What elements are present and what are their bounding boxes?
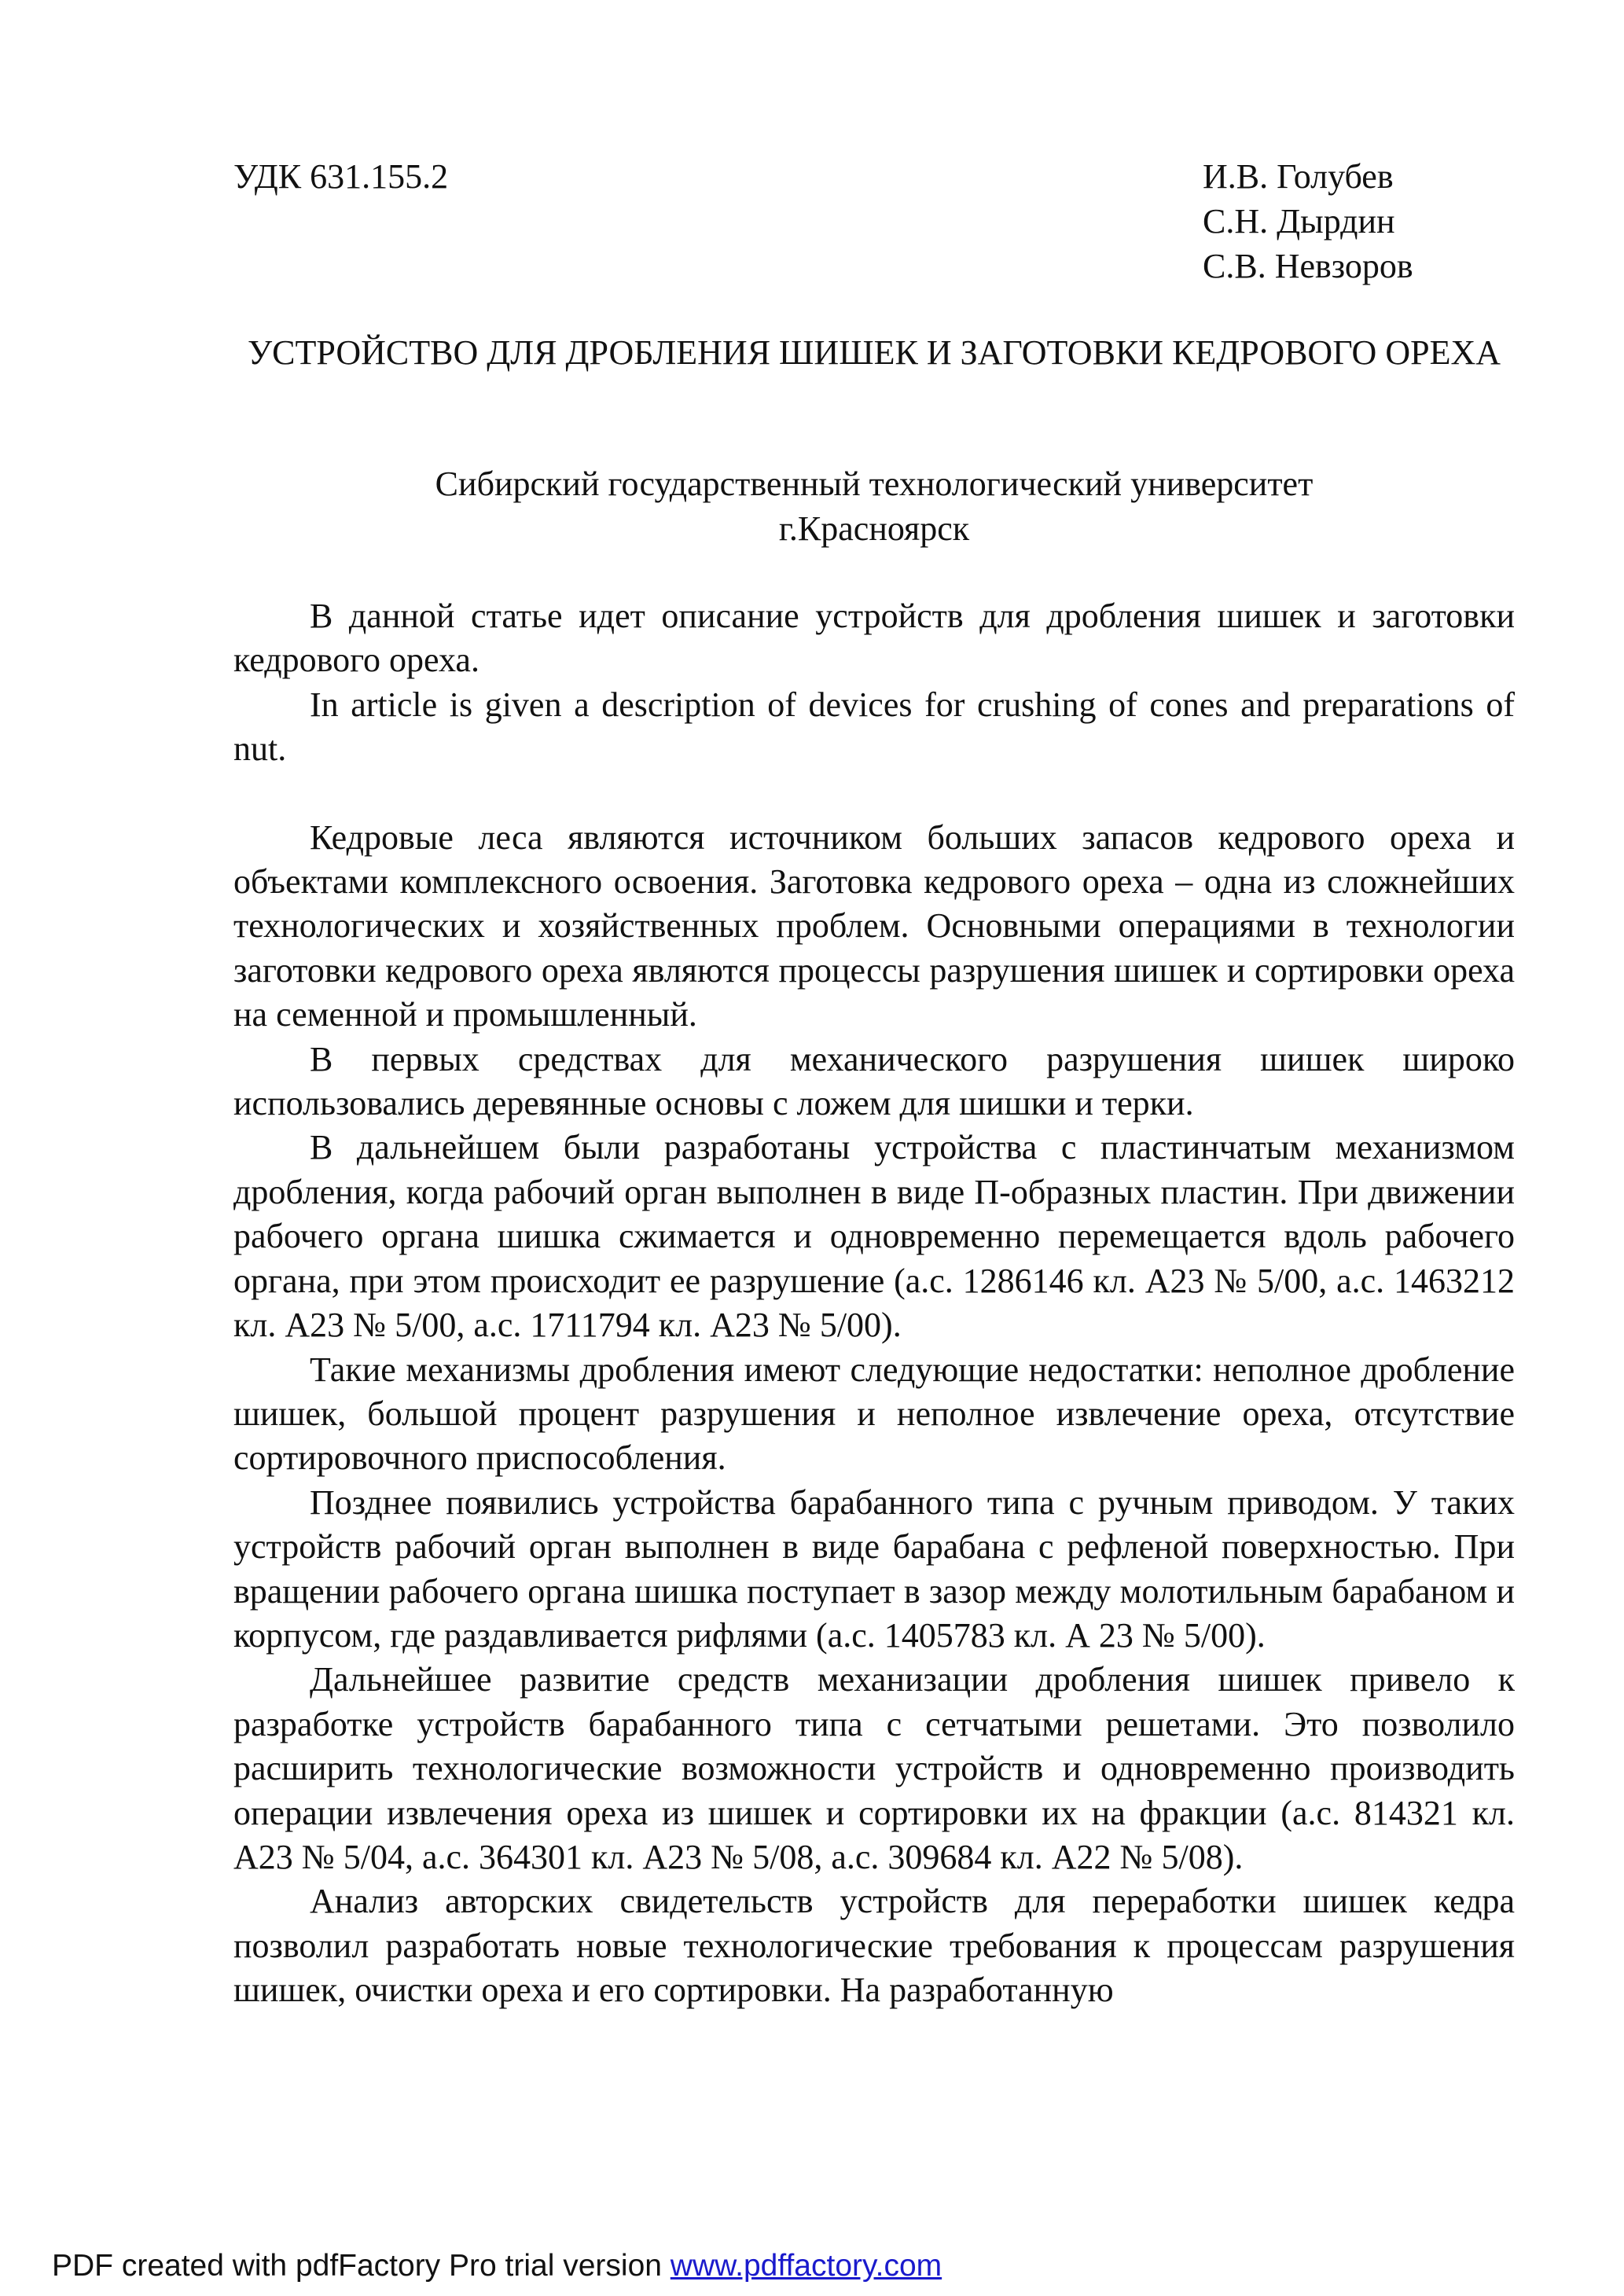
body-paragraph: Позднее появились устройства барабанного типа с ручным приводом. У таких устройств рабочий орган выполнен в виде барабана с рефленой поверхностью. При вращении рабочего органа шишка поступает в зазор между молотильным барабаном и корпусом, где раздавливается рифлями (а.с. 1405783 кл. А 23 № 5/00).	[233, 1482, 1515, 1655]
paper-title: УСТРОЙСТВО ДЛЯ ДРОБЛЕНИЯ ШИШЕК И ЗАГОТОВКИ КЕДРОВОГО ОРЕХА	[247, 333, 1501, 372]
pdf-watermark-footer	[52, 2248, 942, 2284]
university-name: Сибирский государственный технологический университет	[435, 465, 1314, 503]
body-paragraph: В первых средствах для механического разрушения шишек широко использовались деревянные основы с ложем для шишки и терки.	[233, 1039, 1515, 1123]
body-paragraph: Дальнейшее развитие средств механизации дробления шишек привело к разработке устройств барабанного типа с сетчатыми решетами. Это позволило расширить технологические возможности устройств и одновременно производить операции извлечения ореха из шишек и сортировки их на фракции (а.с. 814321 кл. А23 № 5/04, а.с. 364301 кл. А23 № 5/08, а.с. 309684 кл. А22 № 5/08).	[233, 1660, 1515, 1876]
body-paragraph: В дальнейшем были разработаны устройства с пластинчатым механизмом дробления, когда рабочий орган выполнен в виде П-образных пластин. При движении рабочего органа шишка сжимается и одновременно перемещается вдоль рабочего органа, при этом происходит ее разрушение (а.с. 1286146 кл. А23 № 5/00, а.с. 1463212 кл. А23 № 5/00, а.с. 1711794 кл. А23 № 5/00).	[233, 1128, 1515, 1345]
author-list	[1203, 154, 1413, 288]
author-name: С.Н. Дырдин	[1203, 202, 1395, 241]
body-paragraph: Анализ авторских свидетельств устройств для переработки шишек кедра позволил разработать новые технологические требования к процессам разрушения шишек, очистки ореха и его сортировки. На разработанную	[233, 1882, 1515, 2010]
author-name: С.В. Невзоров	[1203, 247, 1413, 285]
body-paragraph: Кедровые леса являются источником больших запасов кедрового ореха и объектами комплексного освоения. Заготовка кедрового ореха – одна из сложнейших технологических и хозяйственных проблем. Основными операциями в технологии заготовки кедрового ореха являются процессы разрушения шишек и сортировки ореха на семенной и промышленный.	[233, 817, 1515, 1034]
body-paragraph: Такие механизмы дробления имеют следующие недостатки: неполное дробление шишек, большой процент разрушения и неполное извлечение ореха, отсутствие сортировочного приспособления.	[233, 1350, 1515, 1478]
author-name: И.В. Голубев	[1203, 157, 1394, 196]
abstract-ru: В данной статье идет описание устройств для дробления шишек и заготовки кедрового ореха.	[233, 597, 1515, 680]
city-name: г.Красноярск	[778, 509, 970, 548]
article-body	[233, 594, 1515, 2013]
pdffactory-link[interactable]: www.pdffactory.com	[670, 2249, 942, 2283]
footer-text: PDF created with pdfFactory Pro trial version	[52, 2249, 671, 2283]
abstract-en: In article is given a description of devices for crushing of cones and preparations of nut.	[233, 685, 1515, 769]
affiliation	[233, 461, 1515, 551]
udk-code: УДК 631.155.2	[233, 157, 449, 196]
